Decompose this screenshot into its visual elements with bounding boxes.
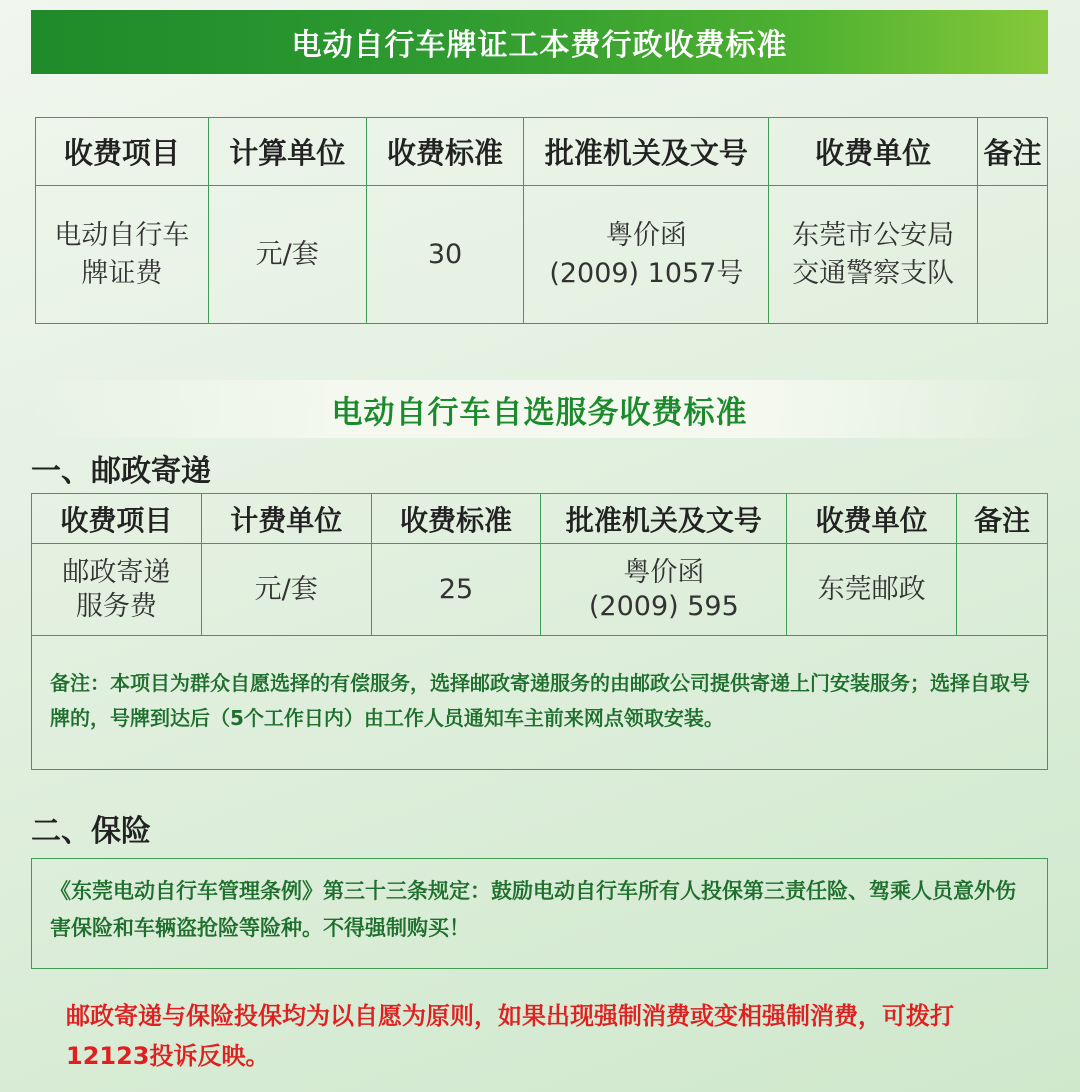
postal-note: 备注：本项目为群众自愿选择的有偿服务，选择邮政寄递服务的由邮政公司提供寄递上门安装服务；选择自取号牌的，号牌到达后（5个工作日内）由工作人员通知车主前来网点领取安装。 (32, 636, 1048, 770)
approval-cell: 粤价函 (2009) 1057号 (524, 186, 769, 324)
insurance-text-box (31, 858, 1048, 969)
header-cell: 收费标准 (366, 118, 524, 186)
header-cell: 备注 (978, 118, 1048, 186)
header-cell: 收费项目 (36, 118, 209, 186)
header-cell: 计费单位 (201, 494, 371, 544)
insurance-text: 《东莞电动自行车管理条例》第三十三条规定：鼓励电动自行车所有人投保第三责任险、驾乘人员意外伤害保险和车辆盗抢险等险种。不得强制购买！ (50, 879, 1016, 940)
license-fee-table (35, 117, 1048, 324)
section-subtitle: 电动自行车自选服务收费标准 (331, 394, 748, 431)
header-cell: 备注 (957, 494, 1048, 544)
remark-cell (978, 186, 1048, 324)
title-banner (31, 10, 1048, 74)
header-cell: 收费标准 (371, 494, 541, 544)
header-cell: 收费项目 (32, 494, 202, 544)
subtitle-band (31, 380, 1048, 438)
fee-item-cell: 邮政寄递 服务费 (32, 544, 202, 636)
table-header-row (32, 494, 1048, 544)
fee-item-cell: 电动自行车 牌证费 (36, 186, 209, 324)
table-row (32, 544, 1048, 636)
collector-cell: 东莞市公安局 交通警察支队 (769, 186, 978, 324)
table-header-row (36, 118, 1048, 186)
unit-cell: 元/套 (201, 544, 371, 636)
section-heading-postal: 一、邮政寄递 (31, 454, 211, 489)
header-cell: 批准机关及文号 (541, 494, 787, 544)
unit-cell: 元/套 (208, 186, 366, 324)
note-row (32, 636, 1048, 770)
header-cell: 计算单位 (208, 118, 366, 186)
price-cell: 30 (366, 186, 524, 324)
collector-cell: 东莞邮政 (787, 544, 957, 636)
warning-text: 邮政寄递与保险投保均为以自愿为原则，如果出现强制消费或变相强制消费，可拨打12123投诉反映。 (66, 1002, 954, 1070)
header-cell: 批准机关及文号 (524, 118, 769, 186)
section-heading-insurance: 二、保险 (31, 814, 151, 849)
postal-fee-table (31, 493, 1048, 770)
price-cell: 25 (371, 544, 541, 636)
approval-cell: 粤价函 (2009) 595 (541, 544, 787, 636)
page-title: 电动自行车牌证工本费行政收费标准 (291, 28, 788, 63)
header-cell: 收费单位 (787, 494, 957, 544)
table-row (36, 186, 1048, 324)
remark-cell (957, 544, 1048, 636)
header-cell: 收费单位 (769, 118, 978, 186)
